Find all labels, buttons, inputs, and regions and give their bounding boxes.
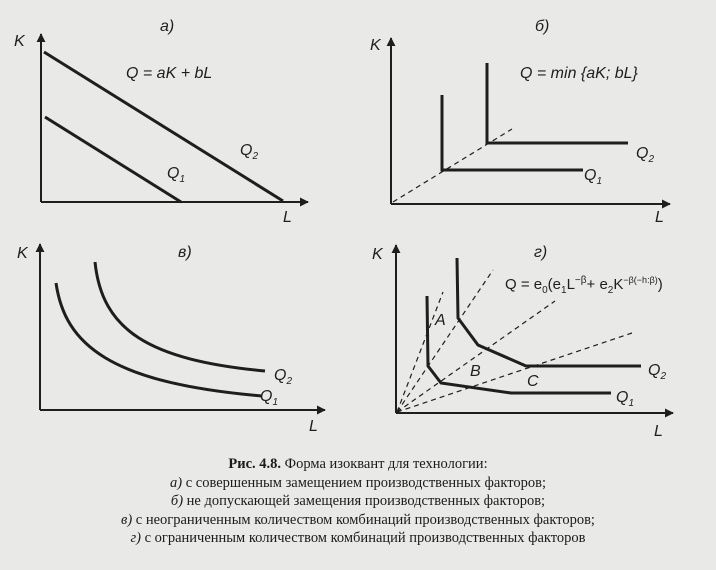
caption-item (0, 511, 716, 530)
caption-item (0, 474, 716, 493)
panel-b-x-label: L (655, 209, 664, 226)
panel-a-tag: а) (160, 18, 175, 35)
caption-item-text: с ограниченным количеством комбинаций производственных факторов (140, 530, 586, 547)
panel-g-q2-label: $Q_2$ (648, 362, 667, 382)
panel-g (372, 244, 673, 440)
caption-item-tag: б) (170, 493, 184, 510)
panel-v-tag: в) (178, 244, 192, 261)
panel-a (14, 18, 308, 226)
panel-b-y-label: K (370, 37, 381, 54)
caption-title-rest: Форма изоквант для технологии: (281, 456, 488, 472)
panel-g-ray-2 (397, 270, 493, 412)
panel-a-y-label: K (14, 33, 25, 50)
panel-v-isoquant-q1 (56, 283, 262, 396)
panel-g-q1-label: $Q_1$ (616, 389, 635, 409)
panel-v-y-label: K (17, 245, 28, 262)
panel-g-point-b: B (470, 363, 481, 380)
panel-b-q1-label: $Q_1$ (584, 167, 603, 187)
caption-item-tag: а) (170, 474, 183, 491)
panel-a-isoquant-q1 (45, 117, 181, 202)
panel-v-q2-label: $Q_2$ (274, 367, 293, 387)
caption-item-text: с совершенным замещением производственных факторов; (182, 474, 546, 491)
panel-g-formula: $Q = e_0(e_1L^{-\beta}+ e_2K^{-\beta(-h:\beta)})$ (505, 275, 663, 296)
panel-a-formula: Q = aK + bL (126, 65, 213, 82)
panel-v (17, 244, 325, 435)
panel-b-tag: б) (535, 18, 550, 35)
caption-item (0, 492, 716, 511)
panel-g-ray-1 (397, 292, 443, 412)
caption-item (0, 529, 716, 548)
caption-item-tag: г) (130, 530, 141, 547)
panel-v-x-label: L (309, 418, 318, 435)
panel-g-y-label: K (372, 246, 383, 263)
panel-b-q2-label: $Q_2$ (636, 145, 655, 165)
panel-a-q1-label: $Q_1$ (167, 165, 186, 185)
panel-b (370, 18, 670, 226)
panel-a-x-label: L (283, 209, 292, 226)
panel-g-tag: г) (534, 244, 548, 261)
caption-item-text: с неограниченным количеством комбинаций производственных факторов; (132, 511, 595, 528)
panel-g-x-label: L (654, 423, 663, 440)
caption-title-line (0, 455, 716, 474)
panel-b-ray (393, 129, 512, 202)
panel-g-point-c: C (527, 373, 539, 390)
caption-item-text: не допускающей замещения производственных факторов; (183, 493, 546, 510)
panel-a-q2-label: $Q_2$ (240, 142, 259, 162)
panel-v-q1-label: $Q_1$ (260, 388, 279, 408)
panel-g-isoquant-q2 (457, 258, 641, 366)
panel-b-formula: Q = min {aK; bL} (520, 65, 638, 82)
caption-item-tag: в) (121, 511, 133, 528)
panel-v-isoquant-q2 (95, 262, 265, 371)
panel-g-isoquant-q1 (427, 296, 611, 393)
panel-g-ray-3 (397, 301, 555, 412)
figure-caption (0, 455, 716, 548)
panel-g-point-a: A (435, 312, 446, 329)
caption-title: Рис. 4.8. (228, 456, 282, 472)
